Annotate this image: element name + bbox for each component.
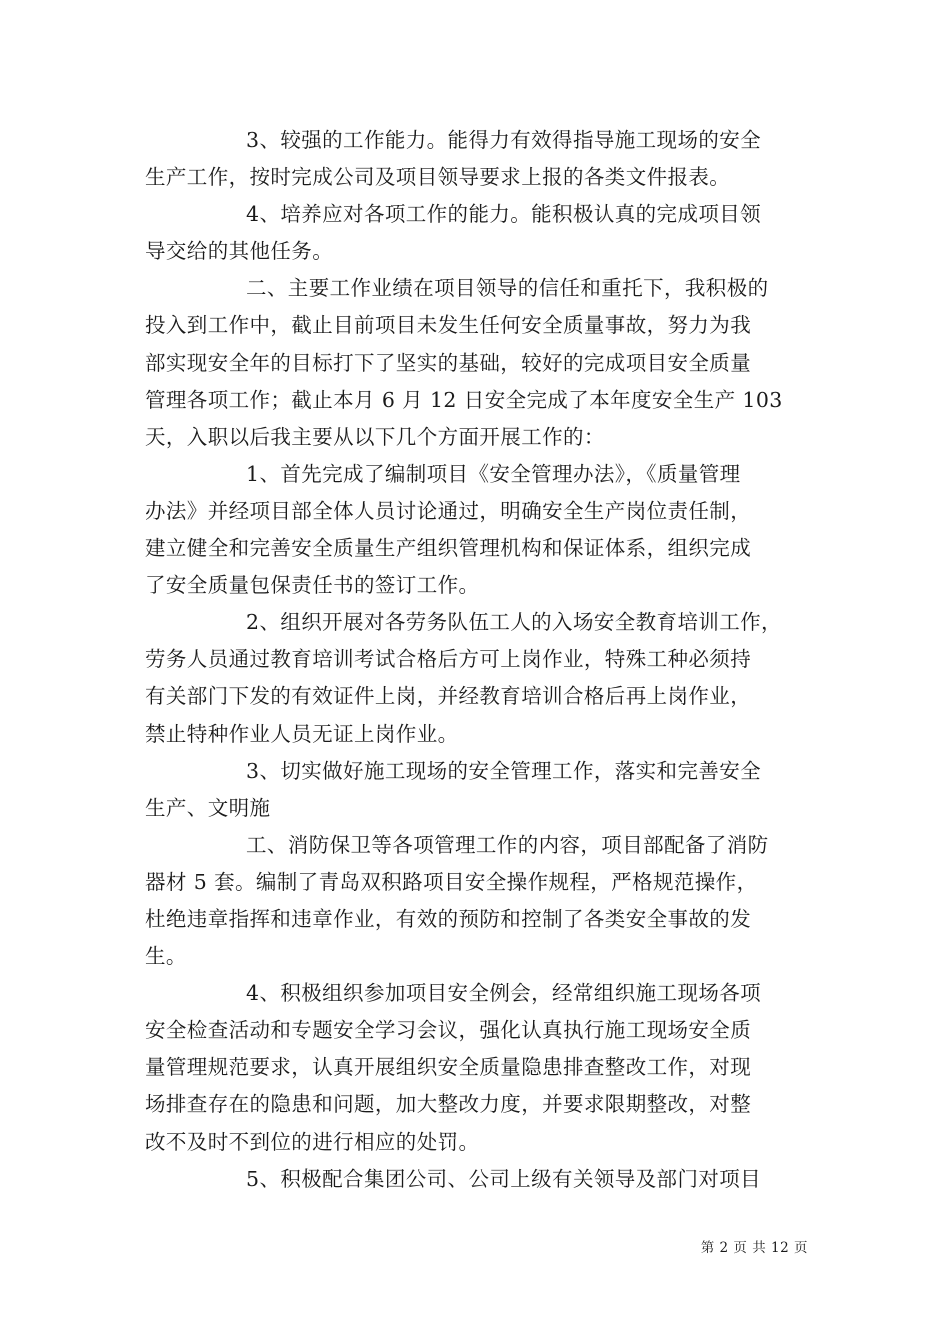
text-line: 工、消防保卫等各项管理工作的内容，项目部配备了消防 [246, 832, 769, 857]
text-line: 办法》并经项目部全体人员讨论通过，明确安全生产岗位责任制， [145, 498, 752, 523]
text-line: 量管理规范要求，认真开展组织安全质量隐患排查整改工作，对现 [145, 1055, 752, 1080]
text-line: 禁止特种作业人员无证上岗作业。 [145, 721, 459, 746]
text-line: 器材 5 套。编制了青岛双积路项目安全操作规程，严格规范操作， [145, 869, 758, 894]
text-line: 了安全质量包保责任书的签订工作。 [145, 573, 480, 598]
text-line: 4、积极组织参加项目安全例会，经常组织施工现场各项 [246, 981, 762, 1006]
document-body [145, 122, 810, 1198]
text-line: 1、首先完成了编制项目《安全管理办法》，《质量管理 [246, 461, 741, 486]
text-line: 场排查存在的隐患和问题，加大整改力度，并要求限期整改，对整 [145, 1092, 752, 1117]
text-line: 劳务人员通过教育培训考试合格后方可上岗作业，特殊工种必须持 [145, 647, 752, 672]
text-line: 杜绝违章指挥和违章作业，有效的预防和控制了各类安全事故的发 [145, 906, 752, 931]
text-line: 天，入职以后我主要从以下几个方面开展工作的： [145, 424, 605, 449]
text-line: 3、切实做好施工现场的安全管理工作，落实和完善安全 [246, 758, 762, 783]
text-line: 4、培养应对各项工作的能力。能积极认真的完成项目领 [246, 202, 762, 227]
text-line: 生。 [145, 944, 187, 969]
text-line: 5、积极配合集团公司、公司上级有关领导及部门对项目 [246, 1166, 762, 1191]
text-line: 生产、文明施 [145, 795, 271, 820]
text-line: 二、主要工作业绩在项目领导的信任和重托下，我积极的 [246, 276, 769, 301]
text-line: 有关部门下发的有效证件上岗，并经教育培训合格后再上岗作业， [145, 684, 752, 709]
text-line: 3、较强的工作能力。能得力有效得指导施工现场的安全 [246, 128, 762, 152]
text-line: 管理各项工作；截止本月 6 月 12 日安全完成了本年度安全生产 103 [145, 387, 783, 412]
text-line: 安全检查活动和专题安全学习会议，强化认真执行施工现场安全质 [145, 1018, 752, 1043]
page-number-footer: 第 2 页 共 12 页 [700, 1240, 808, 1256]
text-line: 部实现安全年的目标打下了坚实的基础，较好的完成项目安全质量 [145, 350, 752, 375]
text-line: 导交给的其他任务。 [145, 239, 334, 264]
text-line: 生产工作，按时完成公司及项目领导要求上报的各类文件报表。 [145, 165, 731, 190]
text-line: 投入到工作中，截止目前项目未发生任何安全质量事故，努力为我 [145, 313, 752, 338]
text-line: 建立健全和完善安全质量生产组织管理机构和保证体系，组织完成 [145, 536, 752, 561]
text-line: 2、组织开展对各劳务队伍工人的入场安全教育培训工作， [246, 610, 782, 635]
text-line: 改不及时不到位的进行相应的处罚。 [145, 1129, 480, 1154]
